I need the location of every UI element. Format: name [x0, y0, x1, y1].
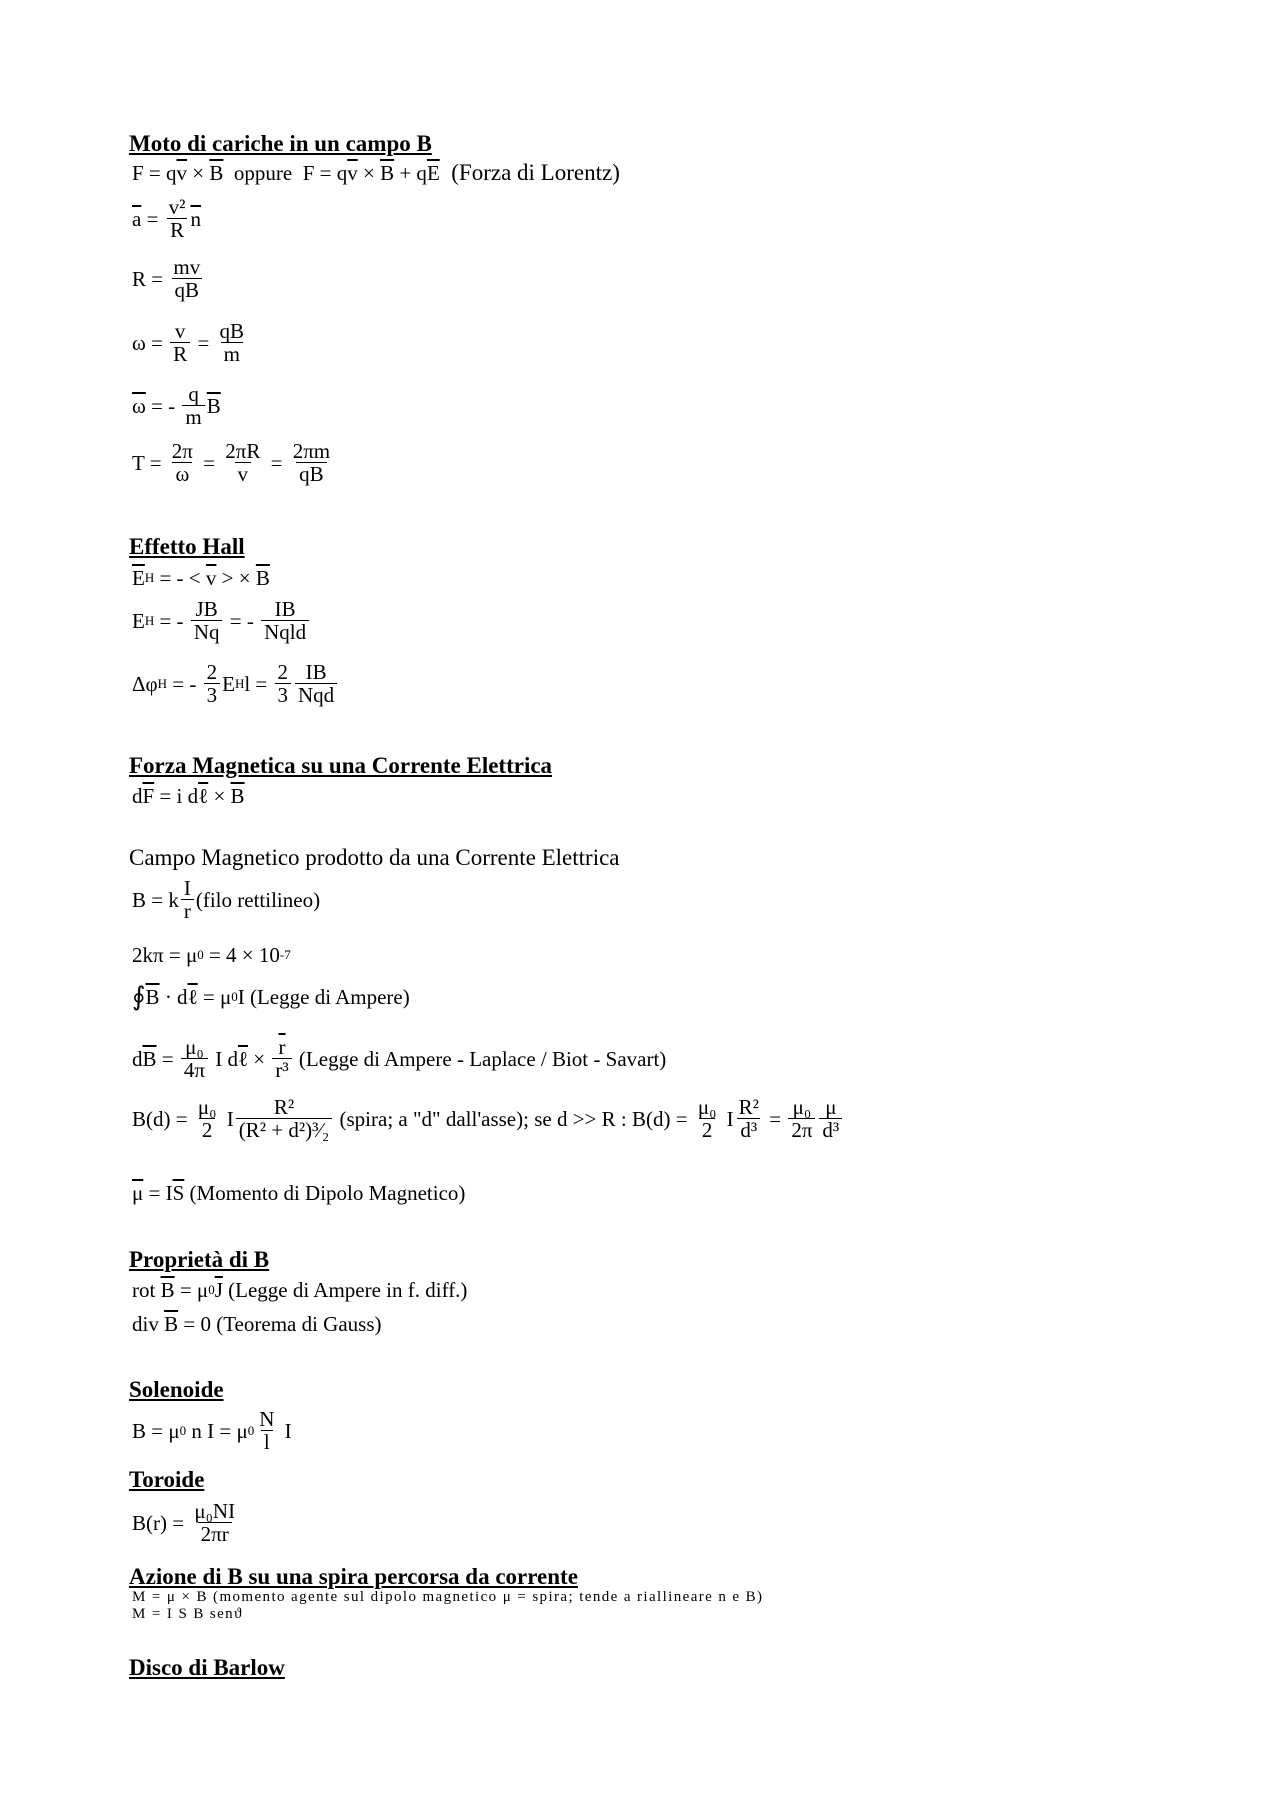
torque-magnitude-equation: M = I S B senϑ: [132, 1606, 243, 1622]
dipole-moment-equation: $\overline{\mu}$ = I $\overline{S}$ (Momento di Dipolo Magnetico): [132, 1181, 466, 1205]
fraction: $\frac{\mu}{\text{d³}}$: [819, 1096, 842, 1141]
fraction: $\frac{I}{r}$: [181, 877, 194, 922]
fraction: $\frac{v}{R}$: [170, 320, 190, 365]
fraction: $\frac{JB}{Nq}$: [191, 598, 223, 643]
ampere-law-equation: ∮ $\overline{B}$ · d ℓ = μ 0 I (Legge di Ampere): [132, 982, 410, 1011]
fraction: $\frac{\text{μ₀}}{2\pi}$: [788, 1096, 815, 1141]
acceleration-equation: $\overline{a}$ = $\frac{\text{v²}}{R}$ $\overline{n}$: [132, 195, 201, 243]
fraction: $\frac{2\pi m}{qB}$: [292, 439, 331, 487]
fraction: $\frac{\text{R²}}{\text{(R² + d²)³⁄₂}}$: [236, 1096, 333, 1141]
fraction: $\frac{mv}{qB}$: [173, 255, 201, 303]
hall-field-equation: E H = - $\frac{JB}{Nq}$ = - $\frac{IB}{\text{Nqld}}$: [132, 598, 311, 643]
fraction: $\frac{2}{3}$: [204, 661, 221, 706]
fraction: $\frac{2}{3}$: [275, 661, 292, 706]
rot-equation: rot $\overline{B}$ = μ 0 $\overline{J}$ (Legge di Ampere in f. diff.): [132, 1278, 468, 1302]
fraction: $\frac{N}{l}$: [259, 1407, 275, 1455]
force-current-equation: d $\overline{F}$ = i d ℓ × $\overline{B}$: [132, 784, 245, 808]
section-title-moto: Moto di cariche in un campo B: [129, 131, 432, 156]
fraction: $\frac{IB}{\text{Nqld}}$: [261, 598, 309, 643]
radius-equation: R = $\frac{mv}{qB}$: [132, 256, 205, 301]
section-title-barlow: Disco di Barlow: [129, 1655, 285, 1680]
fraction: $\frac{IB}{\text{Nqd}}$: [295, 661, 337, 706]
fraction: $\frac{\text{v²}}{R}$: [168, 195, 186, 243]
straight-wire-equation: B = k $\frac{I}{r}$ (filo rettilineo): [132, 876, 321, 924]
section-title-forza: Forza Magnetica su una Corrente Elettrica: [129, 753, 553, 778]
fraction: $\frac{\text{μ₀NI}}{2\pi r}$: [194, 1499, 236, 1547]
biot-savart-equation: d $\overline{B}$ = $\frac{\text{μ₀}}{4\pi}$ I d ℓ × $\frac{\overline{r}}{\text{r³}}$ (Legge di Ampere - Laplace / Biot - Savart): [132, 1035, 667, 1083]
fraction: $\frac{2\pi R}{v}$: [225, 439, 261, 487]
fraction: $\frac{q}{m}$: [182, 383, 204, 428]
fraction: $\frac{\overline{r}}{\text{r³}}$: [272, 1036, 291, 1081]
section-title-hall: Effetto Hall: [129, 534, 245, 559]
section-title-proprieta: Proprietà di B: [129, 1247, 270, 1272]
section-title-azione: Azione di B su una spira percorsa da corrente: [129, 1564, 578, 1589]
div-equation: div $\overline{B}$ = 0 (Teorema di Gauss): [132, 1312, 382, 1336]
fraction: $\frac{\text{μ₀}}{2}$: [197, 1095, 217, 1143]
period-equation: T = $\frac{2\pi}{\omega}$ = $\frac{2\pi R}{v}$ = $\frac{2\pi m}{qB}$: [132, 440, 335, 485]
omega-vector-equation: $\overline{\omega}$ = - $\frac{q}{m}$ $\overline{B}$: [132, 382, 221, 430]
omega-equation: ω = $\frac{v}{R}$ = $\frac{qB}{m}$: [132, 320, 249, 365]
fraction: $\frac{\text{μ₀}}{2}$: [697, 1095, 717, 1143]
solenoid-equation: B = μ 0 n I = μ 0 $\frac{N}{l}$ I: [132, 1407, 292, 1455]
lorentz-equation: F = q $\overline{v}$ × $\overline{B}$ oppure F = q $\overline{v}$ × $\overline{B}$ + q $\overline{E}$ (Forza di Lorentz): [132, 160, 620, 185]
fraction: $\frac{\text{R²}}{\text{d³}}$: [738, 1095, 759, 1143]
hall-field-vector-equation: $\overline{E}$ H = - < $\overline{v}$ > × $\overline{B}$: [132, 566, 270, 590]
mu0-equation: 2kπ = μ 0 = 4 × 10 -7: [132, 943, 291, 967]
fraction: $\frac{qB}{m}$: [219, 319, 245, 367]
section-title-solenoide: Solenoide: [129, 1377, 224, 1402]
fraction: $\frac{2\pi}{\omega}$: [171, 439, 193, 487]
torque-equation: M = μ × B (momento agente sul dipolo magnetico μ = spira; tende a riallineare n e B): [132, 1589, 764, 1605]
fraction: $\frac{\text{μ₀}}{4\pi}$: [181, 1036, 208, 1081]
loop-field-equation: B(d) = $\frac{\text{μ₀}}{2}$ I $\frac{\text{R²}}{\text{(R² + d²)³⁄₂}}$ (spira; a "d" dall'asse); se d >> R : B(d) = $\frac{\text{μ₀}}{2}$ I $\frac{\text{R²}}{\text{d³}}$ = $\frac{\text{μ₀}}{2\pi}$ $\frac{\mu}{\text{d³}}$: [132, 1096, 844, 1141]
toroid-equation: B(r) = $\frac{\text{μ₀NI}}{2\pi r}$: [132, 1500, 240, 1545]
hall-potential-equation: Δφ H = - $\frac{2}{3}$ E H l = $\frac{2}{3}$ $\frac{IB}{\text{Nqd}}$: [132, 661, 339, 706]
section-title-campo: Campo Magnetico prodotto da una Corrente Elettrica: [129, 845, 620, 870]
section-title-toroide: Toroide: [129, 1467, 205, 1492]
